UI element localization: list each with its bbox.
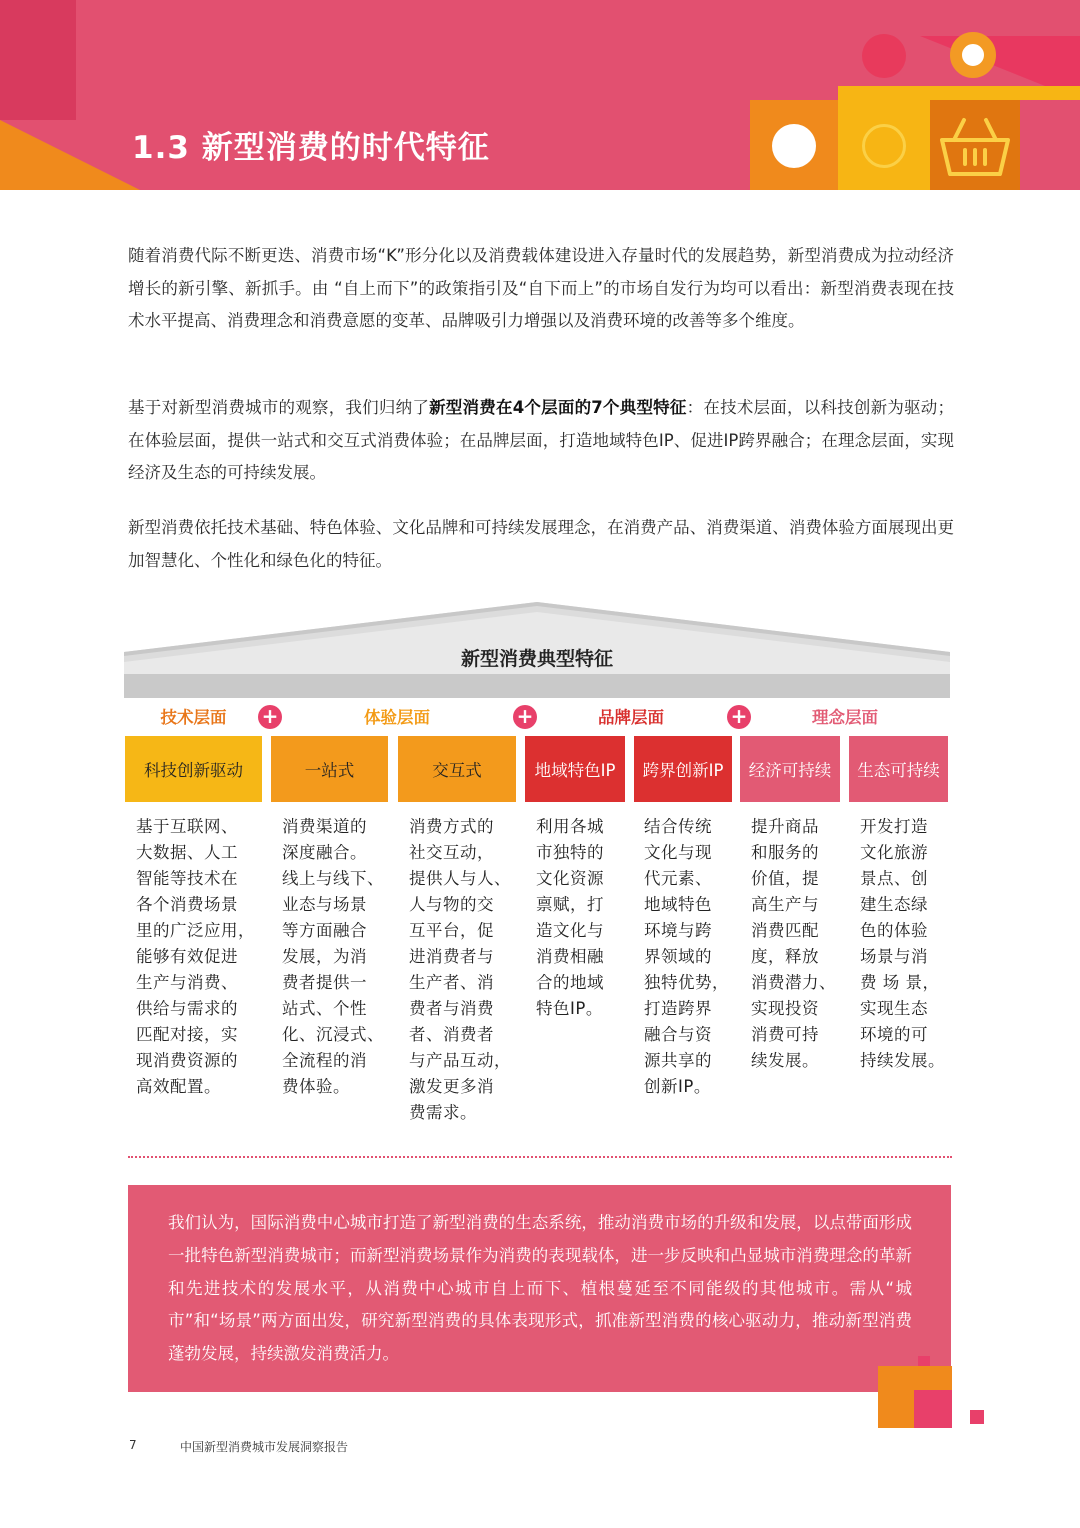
description-line: 化、沉浸式、	[282, 1025, 384, 1044]
feature-description	[751, 814, 836, 1074]
description-line: 实现生态	[860, 999, 928, 1018]
layer-label: 体验层面	[364, 708, 430, 727]
description-line: 利用各城	[536, 817, 604, 836]
feature-box: 交互式	[398, 736, 516, 802]
description-line: 独特优势，	[644, 973, 729, 992]
description-line: 匹配对接，实	[136, 1025, 238, 1044]
header-deco-strip	[838, 86, 1080, 100]
description-line: 环境与跨	[644, 921, 712, 940]
feature-box: 生态可持续	[849, 736, 948, 802]
description-line: 提升商品	[751, 817, 819, 836]
feature-box: 经济可持续	[740, 736, 840, 802]
plus-icon: +	[513, 705, 537, 729]
feature-description	[536, 814, 604, 1022]
intro-paragraph-3: 新型消费依托技术基础、特色体验、文化品牌和可持续发展理念，在消费产品、消费渠道、消费体验方面展现出更加智慧化、个性化和绿色化的特征。	[128, 518, 954, 570]
description-line: 费体验。	[282, 1077, 350, 1096]
page-number: 7	[129, 1438, 137, 1452]
header-deco-pink-circle	[862, 34, 906, 78]
description-line: 现消费资源的	[136, 1051, 238, 1070]
callout-text: 我们认为，国际消费中心城市打造了新型消费的生态系统，推动消费市场的升级和发展，以点带面形成一批特色新型消费城市；而新型消费场景作为消费的表现载体，进一步反映和凸显城市消费理念的革新和先进技术的发展水平，从消费中心城市自上而下、植根蔓延至不同能级的其他城市。需从“城市”和“场景”两方面出发，研究新型消费的具体表现形式，抓准新型消费的核心驱动力，推动新型消费蓬勃发展，持续激发消费活力。	[168, 1213, 912, 1364]
description-line: 生产与消费、	[136, 973, 238, 992]
description-line: 费 场 景，	[860, 973, 940, 992]
paragraph-text: ：在技术层面，以科技创新为驱动；在体验层面，提供一站式和交互式消费体验；在品牌层面，打造地域特色IP、促进IP跨界融合；在理念层面，实现经济及生态的可持续发展。	[128, 398, 955, 482]
corner-deco-square	[970, 1410, 984, 1424]
description-line: 提供人与人、	[409, 869, 511, 888]
corner-deco-pink	[914, 1390, 952, 1428]
description-line: 打造跨界	[644, 999, 712, 1018]
description-line: 发展，为消	[282, 947, 367, 966]
description-line: 消费匹配	[751, 921, 819, 940]
description-line: 消费可持	[751, 1025, 819, 1044]
description-line: 费需求。	[409, 1103, 477, 1122]
description-line: 者、消费者	[409, 1025, 494, 1044]
description-line: 源共享的	[644, 1051, 712, 1070]
description-line: 消费渠道的	[282, 817, 367, 836]
description-line: 造文化与	[536, 921, 604, 940]
feature-description	[409, 814, 511, 1126]
description-line: 禀赋，打	[536, 895, 604, 914]
conclusion-callout	[128, 1185, 951, 1392]
intro-paragraph-2	[128, 392, 954, 490]
description-line: 创新IP。	[644, 1077, 711, 1096]
description-line: 生产者、消	[409, 973, 494, 992]
feature-box: 一站式	[271, 736, 388, 802]
description-line: 与产品互动，	[409, 1051, 511, 1070]
description-line: 社交互动，	[409, 843, 494, 862]
description-line: 文化资源	[536, 869, 604, 888]
layer-label: 品牌层面	[598, 708, 664, 727]
description-line: 进消费者与	[409, 947, 494, 966]
feature-description	[644, 814, 729, 1100]
description-line: 合的地域	[536, 973, 604, 992]
description-line: 等方面融合	[282, 921, 367, 940]
description-line: 人与物的交	[409, 895, 494, 914]
description-line: 消费方式的	[409, 817, 494, 836]
feature-box: 地域特色IP	[525, 736, 625, 802]
header-deco-circle	[772, 124, 816, 168]
description-line: 融合与资	[644, 1025, 712, 1044]
plus-icon: +	[258, 705, 282, 729]
feature-description	[282, 814, 384, 1100]
description-line: 市独特的	[536, 843, 604, 862]
description-line: 业态与场景	[282, 895, 367, 914]
description-line: 特色IP。	[536, 999, 603, 1018]
header-deco-block	[0, 0, 76, 120]
header-band	[0, 0, 1080, 190]
feature-box: 跨界创新IP	[634, 736, 732, 802]
description-line: 代元素、	[644, 869, 712, 888]
description-line: 文化与现	[644, 843, 712, 862]
header-deco-ring	[862, 124, 906, 168]
description-line: 高效配置。	[136, 1077, 221, 1096]
description-line: 站式、个性	[282, 999, 367, 1018]
description-line: 文化旅游	[860, 843, 928, 862]
description-line: 持续发展。	[860, 1051, 945, 1070]
diagram-title: 新型消费典型特征	[460, 648, 613, 670]
plus-icon: +	[727, 705, 751, 729]
description-line: 地域特色	[644, 895, 712, 914]
description-line: 续发展。	[751, 1051, 819, 1070]
feature-description	[136, 814, 255, 1100]
description-line: 互平台，促	[409, 921, 494, 940]
description-line: 实现投资	[751, 999, 819, 1018]
description-line: 智能等技术在	[136, 869, 238, 888]
header-deco-triangle	[0, 120, 140, 190]
description-line: 界领域的	[644, 947, 712, 966]
description-line: 开发打造	[860, 817, 928, 836]
report-title: 中国新型消费城市发展洞察报告	[180, 1440, 349, 1454]
description-line: 结合传统	[644, 817, 712, 836]
description-line: 激发更多消	[409, 1077, 494, 1096]
feature-description	[860, 814, 945, 1074]
description-line: 环境的可	[860, 1025, 928, 1044]
description-line: 深度融合。	[282, 843, 367, 862]
basket-icon	[938, 114, 1012, 180]
description-line: 大数据、人工	[136, 843, 238, 862]
description-line: 价值，提	[751, 869, 819, 888]
section-divider	[128, 1156, 952, 1158]
description-line: 里的广泛应用，	[136, 921, 255, 940]
description-line: 色的体验	[860, 921, 928, 940]
description-line: 费者提供一	[282, 973, 367, 992]
description-line: 费者与消费	[409, 999, 494, 1018]
paragraph-text: 基于对新型消费城市的观察，我们归纳了	[128, 398, 430, 417]
feature-box: 科技创新驱动	[125, 736, 262, 802]
description-line: 线上与线下、	[282, 869, 384, 888]
paragraph-highlight: 新型消费在4个层面的7个典型特征	[429, 398, 687, 417]
description-line: 建生态绿	[860, 895, 928, 914]
description-line: 消费潜力、	[751, 973, 836, 992]
description-line: 基于互联网、	[136, 817, 238, 836]
description-line: 消费相融	[536, 947, 604, 966]
description-line: 景点、创	[860, 869, 928, 888]
description-line: 各个消费场景	[136, 895, 238, 914]
description-line: 度，释放	[751, 947, 819, 966]
description-line: 场景与消	[860, 947, 928, 966]
page-title: 1.3 新型消费的时代特征	[132, 130, 490, 166]
description-line: 和服务的	[751, 843, 819, 862]
description-line: 供给与需求的	[136, 999, 238, 1018]
layer-label: 技术层面	[160, 708, 227, 727]
description-line: 全流程的消	[282, 1051, 367, 1070]
intro-paragraph-1: 随着消费代际不断更迭、消费市场“K”形分化以及消费载体建设进入存量时代的发展趋势，新型消费成为拉动经济增长的新引擎、新抓手。由 “自上而下”的政策指引及“自下而上”的市场自发行为均可以看出：新型消费表现在技术水平提高、消费理念和消费意愿的变革、品牌吸引力增强以及消费环境的改善等多个维度。	[128, 246, 954, 330]
layer-label: 理念层面	[812, 708, 878, 727]
description-line: 能够有效促进	[136, 947, 238, 966]
description-line: 高生产与	[751, 895, 819, 914]
header-deco-orange-ring	[950, 32, 996, 78]
